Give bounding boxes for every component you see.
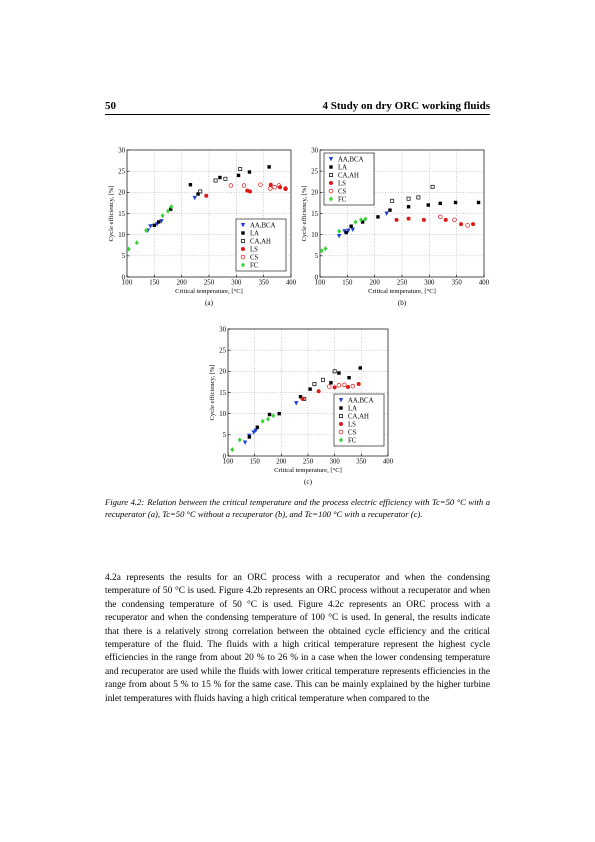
data-point: [471, 222, 475, 226]
y-tick-label: 20: [118, 189, 125, 197]
y-tick-label: 0: [121, 274, 125, 282]
legend: [334, 394, 384, 446]
data-point: [351, 228, 355, 232]
series-aa-bca: [243, 401, 299, 445]
data-point: [230, 447, 234, 452]
data-point: [308, 387, 311, 390]
series-cs: [438, 215, 469, 227]
data-point: [454, 201, 457, 204]
data-point: [258, 183, 262, 187]
data-point: [333, 385, 337, 389]
x-tick-label: 100: [121, 279, 133, 287]
data-point: [245, 189, 249, 193]
y-tick-label: 10: [118, 231, 125, 239]
data-point: [354, 219, 358, 224]
x-tick-label: 400: [285, 279, 297, 287]
data-point: [239, 167, 242, 170]
y-tick-label: 15: [219, 389, 226, 397]
legend-label: FC: [250, 262, 259, 270]
y-tick-label: 25: [219, 347, 226, 355]
x-tick-label: 350: [258, 279, 269, 287]
data-point: [351, 384, 355, 388]
data-point: [214, 179, 217, 182]
legend-marker: [329, 165, 332, 168]
data-point: [204, 194, 208, 198]
series-ls: [395, 217, 476, 227]
data-point: [347, 376, 350, 379]
x-tick-label: 350: [451, 279, 462, 287]
series-fc: [127, 204, 174, 251]
legend-label: AA,BCA: [338, 156, 364, 164]
legend-marker: [339, 422, 343, 426]
y-tick-label: 0: [222, 453, 226, 461]
data-point: [268, 187, 272, 191]
y-tick-label: 5: [121, 253, 125, 261]
data-point: [135, 240, 139, 245]
legend: [236, 219, 286, 271]
data-point: [327, 385, 331, 389]
data-point: [278, 412, 281, 415]
subfigure-label: (c): [304, 478, 312, 486]
data-point: [248, 435, 251, 438]
y-tick-label: 10: [219, 410, 226, 418]
series-la: [153, 165, 271, 227]
data-point: [323, 246, 327, 251]
chart-a: [105, 140, 297, 316]
y-tick-label: 25: [311, 168, 318, 176]
data-point: [224, 177, 227, 180]
legend-label: CA,AH: [250, 238, 271, 246]
data-point: [459, 222, 463, 226]
caption-text: Relation between the critical temperature and the process electric efficiency with Tc=50 °C with a recuperator (a), Tc=50 °C without a recuperator (b), and Tc=100 °C with a recuperator (c).: [105, 497, 491, 519]
data-point: [248, 170, 251, 173]
data-point: [349, 225, 352, 228]
legend-label: CA,AH: [348, 413, 369, 421]
data-point: [189, 183, 192, 186]
data-point: [346, 385, 350, 389]
data-point: [238, 437, 242, 442]
y-tick-label: 10: [311, 231, 318, 239]
data-point: [243, 440, 247, 444]
data-point: [313, 382, 316, 385]
series-ca-ah: [391, 185, 435, 202]
data-point: [267, 165, 270, 168]
x-tick-label: 250: [396, 279, 408, 287]
legend: [324, 153, 374, 205]
series-ca-ah: [303, 370, 337, 401]
x-axis-label: Critical temperature, [°C]: [175, 288, 243, 295]
data-point: [329, 381, 332, 384]
figure-caption: [105, 496, 490, 520]
legend-label: AA,BCA: [250, 222, 276, 230]
x-axis-label: Critical temperature, [°C]: [368, 288, 436, 295]
data-point: [422, 218, 426, 222]
data-point: [161, 213, 165, 218]
data-point: [218, 176, 221, 179]
data-point: [388, 208, 391, 211]
data-point: [427, 203, 430, 206]
data-point: [317, 389, 321, 393]
data-point: [337, 383, 341, 387]
data-point: [256, 426, 259, 429]
legend-marker: [241, 247, 245, 251]
legend-marker: [339, 406, 342, 409]
data-point: [438, 215, 442, 219]
x-tick-label: 100: [222, 458, 234, 466]
data-point: [444, 218, 448, 222]
y-tick-label: 0: [314, 274, 318, 282]
x-tick-label: 400: [478, 279, 490, 287]
body-text: [105, 572, 490, 706]
legend-label: LA: [250, 230, 260, 238]
chapter-title: 4 Study on dry ORC working fluids: [322, 100, 490, 112]
data-point: [261, 419, 265, 424]
data-point: [269, 183, 273, 187]
y-tick-label: 15: [311, 210, 318, 218]
legend-label: CS: [338, 188, 347, 196]
data-point: [337, 229, 341, 234]
x-tick-label: 300: [424, 279, 435, 287]
data-point: [229, 184, 233, 188]
data-point: [266, 417, 270, 422]
data-point: [359, 366, 362, 369]
data-point: [157, 220, 160, 223]
data-point: [153, 224, 156, 227]
data-point: [466, 223, 470, 227]
data-point: [242, 184, 246, 188]
x-axis-label: Critical temperature, [°C]: [274, 467, 342, 474]
data-point: [345, 231, 348, 234]
y-axis-label: Cycle efficiency, [%]: [209, 364, 216, 421]
data-point: [417, 196, 420, 199]
data-point: [431, 185, 434, 188]
y-tick-label: 30: [311, 147, 318, 155]
x-tick-label: 250: [302, 458, 314, 466]
legend-label: LS: [348, 421, 356, 429]
caption-label: Figure 4.2:: [105, 497, 145, 507]
data-point: [477, 201, 480, 204]
x-tick-label: 350: [356, 458, 367, 466]
y-tick-label: 5: [314, 253, 318, 261]
x-tick-label: 150: [249, 458, 260, 466]
y-axis-label: Cycle efficiency, [%]: [108, 185, 115, 242]
subfigure-label: (a): [205, 299, 213, 307]
legend-label: LA: [338, 164, 348, 172]
data-point: [391, 199, 394, 202]
legend-label: AA,BCA: [348, 397, 374, 405]
x-tick-label: 300: [231, 279, 242, 287]
legend-label: FC: [348, 437, 357, 445]
data-point: [321, 378, 324, 381]
x-tick-label: 250: [203, 279, 215, 287]
x-tick-label: 400: [382, 458, 394, 466]
data-point: [237, 174, 240, 177]
x-tick-label: 300: [329, 458, 340, 466]
data-point: [193, 196, 197, 200]
chart-b: [298, 140, 490, 316]
data-point: [294, 401, 298, 405]
x-tick-label: 200: [176, 279, 187, 287]
y-tick-label: 20: [219, 368, 226, 376]
x-tick-label: 150: [149, 279, 160, 287]
data-point: [271, 413, 275, 418]
data-point: [273, 185, 277, 189]
legend-marker: [329, 181, 333, 185]
x-tick-label: 150: [342, 279, 353, 287]
data-point: [407, 197, 410, 200]
body-paragraph: 4.2a represents the results for an ORC process with a recuperator and when the condensing temperature of 50 °C is used. Figure 4.2b represents an ORC process without a recuperator and when the condensing temperature of 50 °C is used. Figure 4.2c represents an ORC process with a recuperator and when the condensing temperature of 100 °C is used. In general, the results indicate that there is a relatively strong correlation between the obtained cycle efficiency and the critical temperature of the fluid. The fluids with a high critical temperature represent the highest cycle efficiencies in the range from about 20 % to 26 % in a case when the lower condensing temperature and recuperator are used while the fluids with lower critical temperature represents efficiencies in the range from about 5 % to 15 % for the same case. This can be mainly explained by the higher turbine inlet temperatures with fluids having a high critical temperature when compared to the: [105, 573, 490, 704]
page-number: 50: [105, 100, 116, 112]
y-tick-label: 5: [222, 432, 226, 440]
data-point: [337, 371, 340, 374]
data-point: [453, 218, 457, 222]
legend-label: CS: [348, 429, 357, 437]
data-point: [337, 234, 341, 238]
data-point: [376, 215, 379, 218]
y-tick-label: 20: [311, 189, 318, 197]
chart-c: [200, 319, 396, 489]
legend-marker: [241, 231, 244, 234]
series-aa-bca: [337, 212, 389, 239]
data-point: [342, 383, 346, 387]
y-tick-label: 30: [118, 147, 125, 155]
y-tick-label: 15: [118, 210, 125, 218]
data-point: [148, 224, 152, 228]
legend-label: LS: [250, 246, 258, 254]
data-point: [439, 202, 442, 205]
y-tick-label: 25: [118, 168, 125, 176]
data-point: [407, 217, 411, 221]
legend-label: LA: [348, 405, 358, 413]
header-rule: [105, 114, 490, 115]
data-point: [395, 218, 399, 222]
legend-label: CS: [250, 254, 259, 262]
data-point: [268, 413, 271, 416]
legend-label: FC: [338, 196, 347, 204]
data-point: [357, 382, 361, 386]
data-point: [301, 397, 305, 401]
x-tick-label: 200: [276, 458, 287, 466]
x-tick-label: 100: [314, 279, 326, 287]
y-axis-label: Cycle efficiency, [%]: [301, 185, 308, 242]
x-tick-label: 200: [369, 279, 380, 287]
data-point: [407, 205, 410, 208]
subfigure-label: (b): [397, 299, 407, 307]
legend-label: CA,AH: [338, 172, 359, 180]
legend-label: LS: [338, 180, 346, 188]
y-tick-label: 30: [219, 326, 226, 334]
series-aa-bca: [146, 196, 197, 233]
